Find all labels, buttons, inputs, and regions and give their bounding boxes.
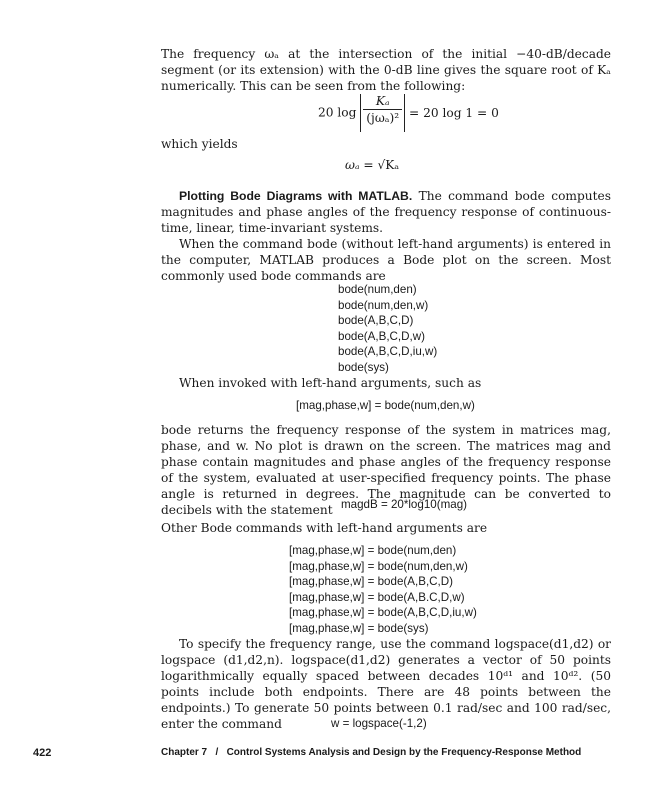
equation-1-prefix: 20 log xyxy=(318,105,357,120)
command-line: [mag,phase,w] = bode(num,den,w) xyxy=(289,559,468,573)
paragraph-text: bode returns the frequency response of the system in matrices mag, phase, and w. No plot is drawn on the screen. The matrices mag and phase contain magnitudes and phase angles of the frequency response of the system, evaluated at user-specified frequency points. The phase angle is returned in degrees. The magnitude can be converted to decibels with the statement xyxy=(161,423,611,518)
paragraph-text: which yields xyxy=(161,137,238,151)
paragraph-text: Other Bode commands with left-hand arguments are xyxy=(161,521,488,535)
equation-1-rhs: = 20 log 1 = 0 xyxy=(409,106,499,120)
paragraph-text: To specify the frequency range, use the command logspace(d1,d2) or logspace (d1,d2,n). logspace(d1,d2) generates a vector of 50 points logarithmically equally spaced between decades 10ᵈ¹ and 10ᵈ². (50 points include both endpoints. There are 48 points between the endpoints.) To generate 50 points between 0.1 rad/sec and 100 rad/sec, enter the command xyxy=(161,637,611,732)
equation-2-rhs: = √Kₐ xyxy=(363,158,400,172)
chapter-running-footer: Chapter 7 / Control Systems Analysis and Design by the Frequency-Response Method xyxy=(161,747,582,758)
command-line: [mag,phase,w] = bode(num,den,w) xyxy=(296,399,475,412)
section-matlab-bode xyxy=(161,188,611,285)
paragraph-left-hand xyxy=(161,375,611,391)
paragraph-bode-without-args: When the command bode (without left-hand arguments) is entered in the computer, MATLAB produces a Bode plot on the screen. Most commonly used bode commands are xyxy=(161,237,611,284)
absolute-value xyxy=(360,94,405,132)
command-line: bode(num,den) xyxy=(338,283,417,296)
fraction-denominator: (jωₐ)² xyxy=(366,111,400,125)
paragraph-text: The frequency ωₐ at the intersection of the initial −40-dB/decade segment (or its extension) with the 0-dB line gives the square root of Kₐ numerically. This can be seen from the following: xyxy=(161,47,611,94)
command-line: magdB = 20*log10(mag) xyxy=(341,498,467,511)
section-lead-text: The command bode computes magnitudes and phase angles of the frequency response of continuous-time, linear, time-invariant systems. xyxy=(161,189,611,236)
equation-2-lhs: ωₐ xyxy=(345,158,360,172)
command-line: bode(sys) xyxy=(338,360,389,374)
fraction xyxy=(363,94,402,125)
bode-left-hand-commands-list xyxy=(289,543,477,637)
section-heading: Plotting Bode Diagrams with MATLAB. xyxy=(179,189,413,203)
command-line: bode(A,B,C,D,w) xyxy=(338,329,425,343)
logspace-command xyxy=(331,716,427,732)
fraction-numerator: Kₐ xyxy=(363,94,402,110)
command-line: w = logspace(-1,2) xyxy=(331,717,427,730)
command-line: [mag,phase,w] = bode(A,B,C,D) xyxy=(289,575,453,589)
equation-1 xyxy=(318,94,499,132)
bode-left-hand-command xyxy=(296,398,475,414)
command-line: [mag,phase,w] = bode(sys) xyxy=(289,621,429,635)
command-line: [mag,phase,w] = bode(num,den) xyxy=(289,544,457,557)
paragraph-yields xyxy=(161,136,611,152)
page-number: 422 xyxy=(33,747,52,759)
bode-commands-list xyxy=(338,282,437,376)
command-line: bode(num,den,w) xyxy=(338,298,429,312)
command-line: bode(A,B,C,D,iu,w) xyxy=(338,345,438,359)
magdb-command xyxy=(341,497,467,513)
command-line: bode(A,B,C,D) xyxy=(338,314,414,328)
command-line: [mag,phase,w] = bode(A,B.C,D,w) xyxy=(289,590,465,604)
paragraph-text: When invoked with left-hand arguments, such as xyxy=(179,376,482,390)
command-line: [mag,phase,w] = bode(A,B,C,D,iu,w) xyxy=(289,606,477,620)
paragraph-other-commands xyxy=(161,520,611,536)
paragraph-intro xyxy=(161,46,611,94)
equation-2 xyxy=(345,158,399,172)
